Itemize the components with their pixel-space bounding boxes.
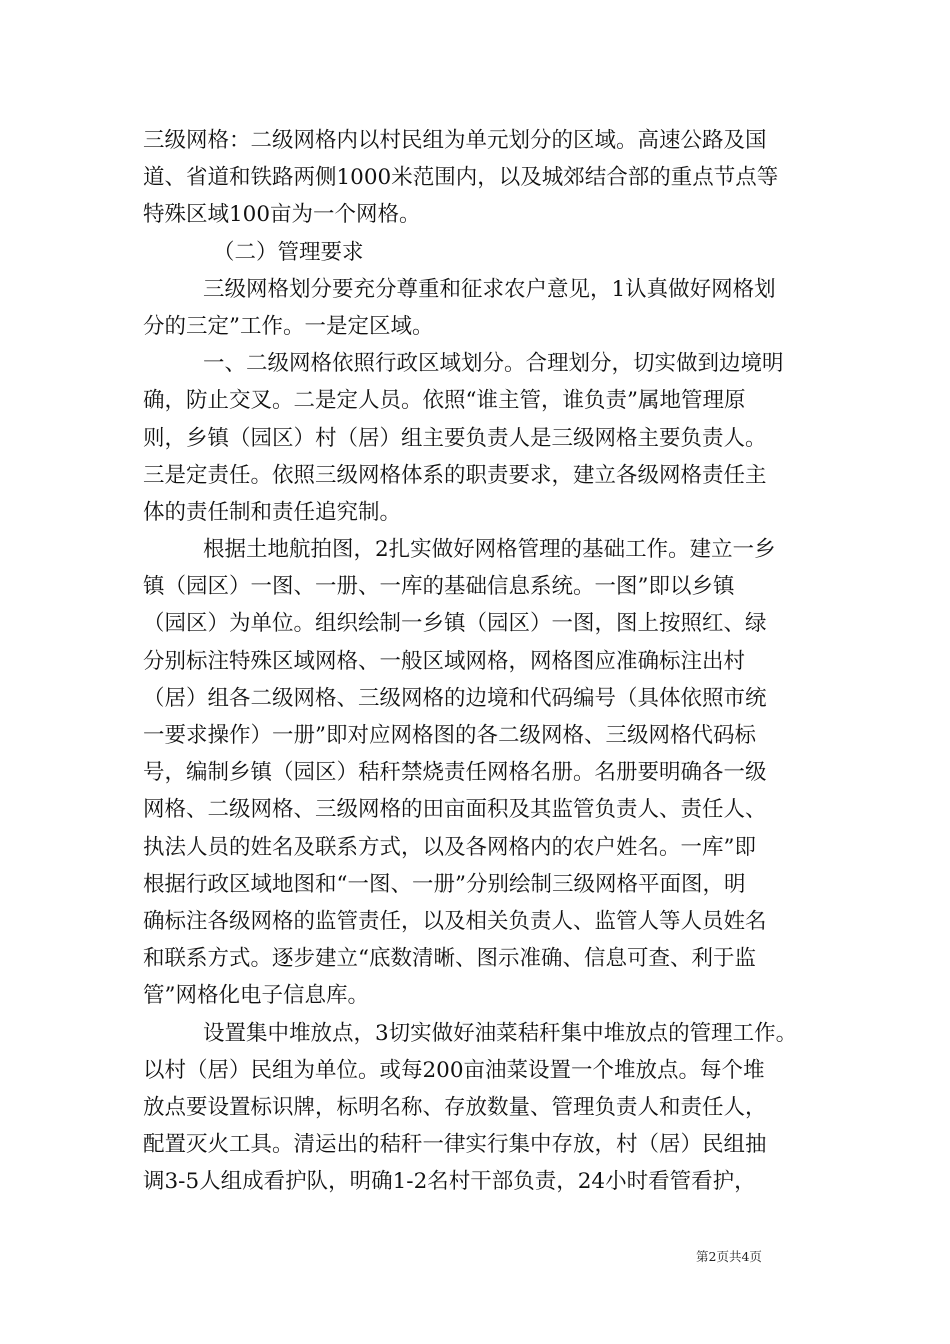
body-text bbox=[143, 122, 807, 1200]
text-line: 设置集中堆放点，3切实做好油菜秸秆集中堆放点的管理工作。 bbox=[203, 1020, 798, 1046]
section-heading: （二）管理要求 bbox=[213, 239, 364, 265]
text-line: （园区）为单位。组织绘制一乡镇（园区）一图，图上按照红、绿 bbox=[143, 611, 767, 637]
text-line: 以村（居）民组为单位。或每200亩油菜设置一个堆放点。每个堆 bbox=[143, 1057, 765, 1083]
text-line: 一要求操作）一册”即对应网格图的各二级网格、三级网格代码标 bbox=[143, 723, 756, 748]
text-line: 管”网格化电子信息库。 bbox=[143, 983, 369, 1009]
text-line: 三是定责任。依照三级网格体系的职责要求，建立各级网格责任主 bbox=[143, 462, 767, 488]
text-line: 根据土地航拍图，2扎实做好网格管理的基础工作。建立一乡 bbox=[203, 537, 776, 563]
text-line: 则，乡镇（园区）村（居）组主要负责人是三级网格主要负责人。 bbox=[143, 425, 767, 451]
text-line: 三级网格划分要充分尊重和征求农户意见，1认真做好网格划 bbox=[203, 276, 776, 302]
text-line: 三级网格：二级网格内以村民组为单元划分的区域。高速公路及国 bbox=[143, 128, 767, 153]
page-number-footer: 第2页共4页 bbox=[696, 1249, 762, 1264]
text-line: 确，防止交叉。二是定人员。依照“谁主管，谁负责”属地管理原 bbox=[143, 388, 746, 414]
text-line: 镇（园区）一图、一册、一库的基础信息系统。一图”即以乡镇 bbox=[143, 574, 735, 600]
text-line: 特殊区域100亩为一个网格。 bbox=[143, 202, 421, 228]
text-line: 执法人员的姓名及联系方式，以及各网格内的农户姓名。一库”即 bbox=[143, 834, 756, 860]
text-line: 体的责任制和责任追究制。 bbox=[143, 499, 402, 525]
text-line: 道、省道和铁路两侧1000米范围内，以及城郊结合部的重点节点等 bbox=[143, 165, 779, 191]
text-line: 分别标注特殊区域网格、一般区域网格，网格图应准确标注出村 bbox=[143, 648, 746, 674]
text-line: 调3-5人组成看护队，明确1-2名村干部负责，24小时看管看护， bbox=[143, 1169, 756, 1195]
text-line: 放点要设置标识牌，标明名称、存放数量、管理负责人和责任人， bbox=[143, 1094, 767, 1120]
text-line: 根据行政区域地图和“一图、一册”分别绘制三级网格平面图，明 bbox=[143, 871, 746, 897]
text-line: 网格、二级网格、三级网格的田亩面积及其监管负责人、责任人、 bbox=[143, 797, 767, 823]
text-line: 分的三定”工作。一是定区域。 bbox=[143, 313, 434, 339]
text-line: 确标注各级网格的监管责任，以及相关负责人、监管人等人员姓名 bbox=[143, 908, 767, 934]
text-line: 号，编制乡镇（园区）秸秆禁烧责任网格名册。名册要明确各一级 bbox=[143, 760, 767, 786]
text-line: 一、二级网格依照行政区域划分。合理划分，切实做到边境明 bbox=[203, 351, 784, 377]
text-line: （居）组各二级网格、三级网格的边境和代码编号（具体依照市统 bbox=[143, 685, 767, 711]
text-line: 配置灭火工具。清运出的秸秆一律实行集中存放，村（居）民组抽 bbox=[143, 1132, 767, 1158]
text-line: 和联系方式。逐步建立“底数清晰、图示准确、信息可查、利于监 bbox=[143, 946, 756, 972]
